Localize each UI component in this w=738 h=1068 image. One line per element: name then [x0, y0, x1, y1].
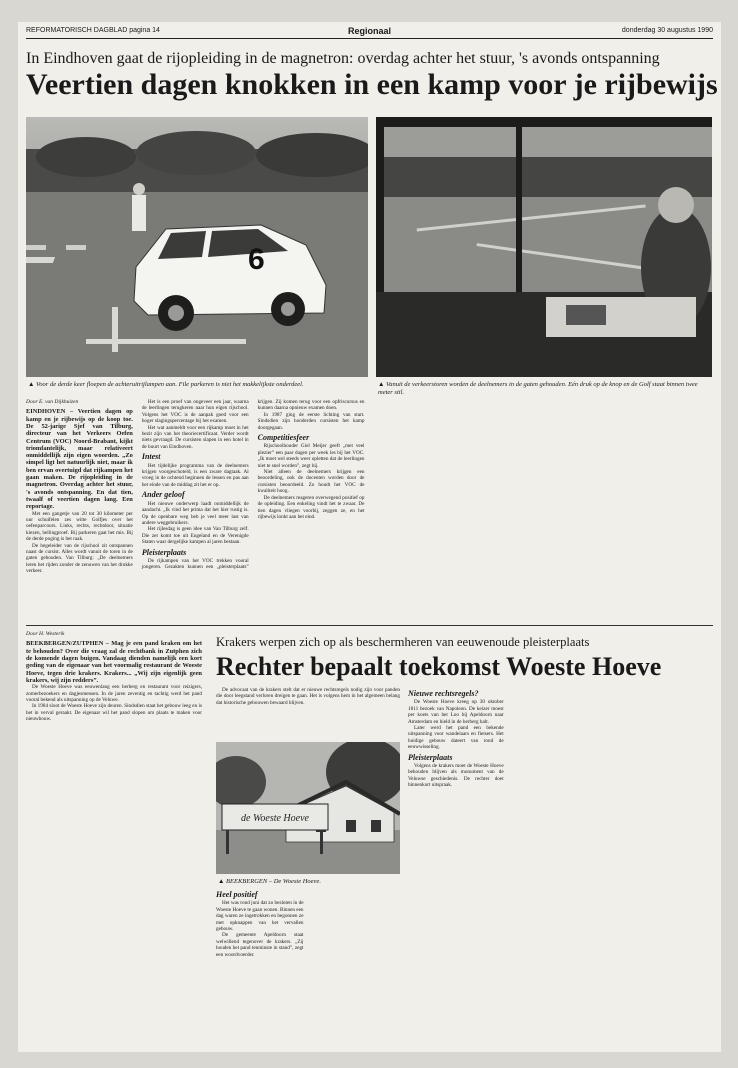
article2-subheading: Nieuwe rechtsregels?: [408, 689, 479, 698]
photo-control-tower: [376, 117, 712, 377]
newspaper-page: [18, 22, 721, 1052]
article2-byline: Door H. Westerik: [26, 631, 65, 637]
article2-headline: Rechter bepaalt toekomst Woeste Hoeve: [216, 652, 662, 681]
article1-paragraph: In 1987 ging de eerste lichting van start. Sindsdien zijn honderden cursisten het kamp doorgegaan.: [257, 411, 365, 431]
article2-body: [216, 888, 400, 1050]
article1-subheading: Competitiesfeer: [257, 433, 310, 443]
photo-caption-left: ▲ Voor de derde keer floepen de achteruitrijlampen aan. File parkeren is niet het makkelijkste onderdeel.: [28, 381, 304, 388]
article1-subheading: Ander geloof: [141, 490, 185, 500]
article1-paragraph: Rijschoolhouder Giel Meijer geeft „met veel plezier” een paar dagen per week les bij het VOC. „Ik moet wel steeds weer opletten dat de leerlingen niet te snel worden”, zegt hij.: [257, 443, 365, 469]
article2-subheading: Heel positief: [216, 890, 258, 899]
article1-paragraph: Het rijlesdag is geen idee van Van Tilburg zelf. Die zet komt toe uit Engeland en de Verenigde Staten waar dergelijke kampen al jaren bestaan.: [141, 526, 249, 546]
article1-subheading: Pleisterplaats: [141, 547, 187, 557]
photo-caption-woeste-hoeve: ▲ BEEKBERGEN – De Woeste Hoeve.: [218, 878, 321, 885]
photo-woeste-hoeve: [216, 742, 400, 874]
article1-paragraph: De rijkampen van het VOC trekken vooral jongeren. Gezakten kunnen een „pleisterplaats” krijgen. Zij komen terug voor een opfriscursus en kunnen daarna opnieuw examen doen.: [141, 399, 365, 571]
article1-body: [26, 399, 712, 577]
article2-paragraph: Volgens de krakers moet de Woeste Hoeve behouden blijven als monument van de Veluwse geschiedenis. De rechter doet binnenkort uitspraak.: [408, 763, 504, 789]
article1-paragraph: Het tijdelijke programma van de deelnemers krijgen voorgeschoteld, is een zware dagtaak. Al vroeg in de ochtend beginnen de lessen en pas aan het einde van de middag zit het er op.: [141, 462, 249, 488]
article1-paragraph: Met een gangetje van 20 tot 30 kilometer per uur schuifelen zes witte Golfjes over het oefenparcours. Links, rechts, rechtdoor, situatie kiezen, hellingproef. Bij parkeren gaat het mis. Bij de derde poging is het raak.: [26, 510, 133, 543]
article1-paragraph: Het wat aanmeldt voor een rijkamp moet in het bezit zijn van het theoriecertificaat. Verder wordt niets gevraagd. De cursisten slapen in een hotel in de buurt van Eindhoven.: [141, 424, 249, 450]
article2-paragraph: Later werd het pand een bekende uitspanning voor wandelaars en fietsers. Het huidige gebouw dateert van rond de eeuwwisseling.: [408, 725, 504, 751]
masthead-section: Regionaal: [347, 26, 391, 36]
photo-car-parking: [26, 117, 368, 377]
article2-kicker: Krakers werpen zich op als beschermheren van eeuwenoude pleisterplaats: [216, 635, 590, 649]
article1-paragraph: Niet alleen de deelnemers krijgen een beoordeling, ook de docenten worden door de cursisten beoordeeld. Zo houdt het VOC de kwaliteit hoog.: [257, 469, 365, 495]
article1-paragraph: Het nieuwe onderwerp laadt onmiddellijk de aandacht. „Ik vind het prima dat het hier rustig is. Op de openbare weg heb je veel meer last van andere weggebruikers.: [141, 500, 249, 526]
article1-headline: Veertien dagen knokken in een kamp voor je rijbewijs: [26, 68, 718, 101]
article-divider: [26, 625, 713, 626]
article2-right-columns: [408, 687, 713, 1050]
article2-left-column: [26, 631, 202, 1051]
svg-text:6: 6: [248, 243, 265, 276]
masthead: [26, 26, 713, 39]
article1-paragraph: De begeleider van de rijschool zit ontspannen naast de cursist. Alles wordt vanuit de toren in de gaten gehouden. Van Tilburg: „De deelnemers leren het rijden zonder de zenuwen van het drukke verkeer.: [26, 542, 133, 575]
article2-intro: BEEKBERGEN/ZUTPHEN – Mag je een pand kraken om het te behouden? Over die vraag zal de rechtbank in Zutphen zich de komende dagen buigen. Vandaag dienden namelijk een kort geding van de eigenaar van het voormalig restaurant de Woeste Hoeve, tegen drie krakers. Krakers... „Wij zijn eigenlijk geen krakers, wij zijn redders”.: [26, 640, 202, 684]
article2-paragraph: De advocaat van de krakers stelt dat er nieuwe rechtsregels nodig zijn voor panden die door leegstand verloren dreigen te gaan. Het is volgens hem in het algemeen belang dat historische gebouwen bewaard blijven.: [216, 687, 400, 706]
masthead-date: donderdag 30 augustus 1990: [621, 27, 713, 34]
article1-paragraph: Het is een proef van ongeveer een jaar, waarna de leerlingen terugkeren naar hun eigen rijschool. Volgens het VOC is de aanpak goed voor een hoger slagingspercentage bij het examen.: [141, 399, 249, 425]
masthead-publication: REFORMATORISCH DAGBLAD pagina 14: [26, 27, 160, 34]
article1-kicker: In Eindhoven gaat de rijopleiding in de magnetron: overdag achter het stuur, 's avonds ontspanning: [26, 50, 660, 67]
article2-subheading: Pleisterplaats: [408, 752, 453, 762]
article2-paragraph: In 1984 sloot de Woeste Hoeve zijn deuren. Sindsdien staat het gebouw leeg en is het in verval geraakt. De eigenaar wil het pand slopen om plaats te maken voor nieuwbouw.: [26, 703, 202, 723]
article1-byline: Door E. van Dijkhuizen: [26, 399, 79, 405]
sign-text: de Woeste Hoeve: [241, 813, 309, 824]
article2-paragraph: De gemeente Apeldoorn staat welwillend tegenover de krakers. „Zij houden het pand tenminste in stand”, zegt een woordvoerder.: [216, 932, 304, 958]
article1-intro: EINDHOVEN – Veertien dagen op kamp en je rijbewijs op de koop toe. De 52-jarige Sjef van Tilburg, directeur van het Verkeers Oefen Centrum (VOC) Noord-Brabant, kijkt triomfantelijk, maar relativeert onmiddellijk zijn eigen woorden. „Zo simpel ligt het natuurlijk niet, maar ik ben ervan overtuigd dat rijkampen het gaan maken. De rijopleiding in de magnetron. Overdag achter het stuur, 's avonds ontspanning. En dat tien, twaalf of veertien dagen lang. Een reportage.: [26, 408, 133, 511]
photo-caption-right: ▲ Vanuit de verkeerstoren worden de deelnemers in de gaten gehouden. Eén druk op de knop en de Golf staat binnen twee meter stil.: [378, 381, 698, 396]
article2-upper-column: [216, 687, 400, 739]
article2-paragraph: Het was rond juni dat zo besloten in de Woeste Hoeve te gaan wonen. Binnen een dag waren ze ingetrokken en begonnen ze met opknappen van het vervallen gebouw.: [216, 900, 304, 933]
article1-paragraph: De deelnemers reageren overwegend positief op de opleiding. Een enkeling vindt het te zwaar. De tien dagen vliegen voorbij, zeggen ze, en het rijbewijs lonkt aan het eind.: [257, 494, 365, 520]
article2-paragraph: De Woeste Hoeve was eeuwenlang een herberg en restaurant voor reizigers, zomerbezoekers en dagjesmensen. In de jaren zeventig en tachtig werd het pand vooral bekend als uitspanning op de Veluwe.: [26, 684, 202, 703]
article1-subheading: Intest: [141, 452, 161, 462]
article2-paragraph: De Woeste Hoeve kreeg op 30 oktober 1811 bezoek van Napoleon. De keizer moest per koets van het Loo bij Apeldoorn naar Amsterdam en hield in de herberg halt.: [408, 699, 504, 725]
